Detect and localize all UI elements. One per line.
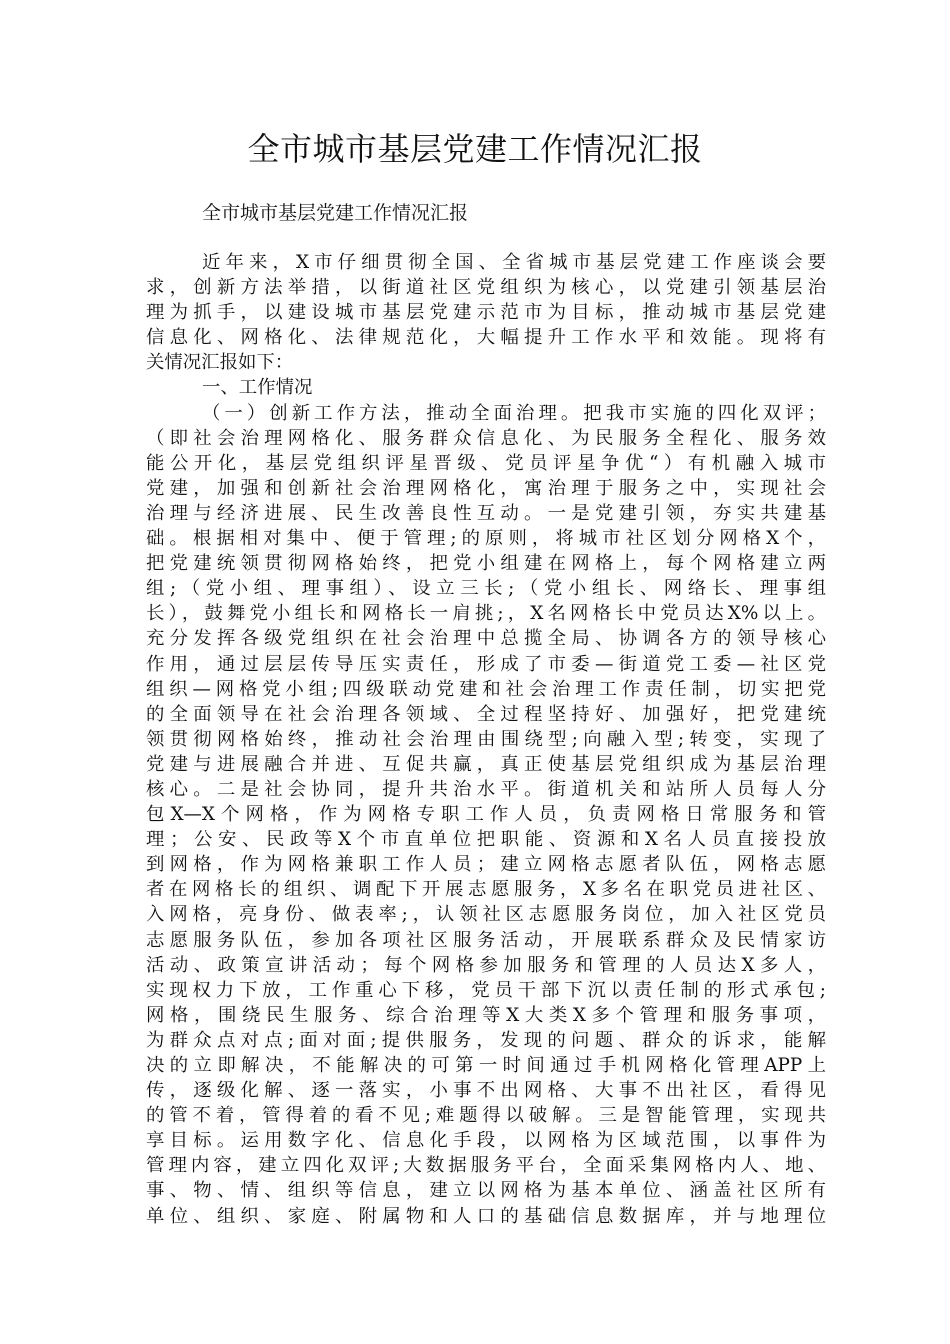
paragraph-line: 长），鼓舞党小组长和网格长一肩挑;，X名网格长中党员达X%以上。: [146, 603, 826, 625]
paragraph-line: 党建与进展融合并进、互促共赢，真正使基层党组织成为基层治理: [146, 753, 826, 775]
paragraph-line: 入网格，亮身份、做表率;，认领社区志愿服务岗位，加入社区党员: [146, 904, 826, 926]
paragraph-line: 决的立即解决，不能解决的可第一时间通过手机网格化管理APP上: [146, 1055, 826, 1076]
paragraph-line: 党建，加强和创新社会治理网格化，寓治理于服务之中，实现社会: [146, 477, 826, 499]
paragraph-line: 信息化、网格化、法律规范化，大幅提升工作水平和效能。现将有: [146, 327, 826, 349]
paragraph-line: 为群众点对点;面对面;提供服务，发现的问题、群众的诉求，能解: [146, 1029, 826, 1051]
paragraph-line: 者在网格长的组织、调配下开展志愿服务，X多名在职党员进社区、: [146, 879, 826, 901]
paragraph-line: 的全面领导在社会治理各领域、全过程坚持好、加强好，把党建统: [146, 703, 826, 725]
paragraph-line: 础。根据相对集中、便于管理;的原则，将城市社区划分网格X个，: [146, 528, 826, 550]
paragraph-line: 一、工作情况: [202, 377, 313, 399]
document-body: [146, 250, 826, 1229]
paragraph-line: 治理与经济进展、民生改善良性互动。一是党建引领，夯实共建基: [146, 502, 826, 524]
paragraph-line: 关情况汇报如下：: [146, 352, 294, 374]
paragraph-line: 的管不着，管得着的看不见;难题得以破解。三是智能管理，实现共: [146, 1105, 826, 1127]
paragraph-line: 单位、组织、家庭、附属物和人口的基础信息数据库，并与地理位: [146, 1205, 826, 1227]
paragraph-line: 管理内容，建立四化双评;大数据服务平台，全面采集网格内人、地、: [146, 1155, 826, 1177]
paragraph-line: 包X—X个网格，作为网格专职工作人员，负责网格日常服务和管: [146, 804, 826, 826]
paragraph-line: 活动、政策宣讲活动；每个网格参加服务和管理的人员达X多人，: [146, 954, 826, 976]
paragraph-line: 核心。二是社会协同，提升共治水平。街道机关和站所人员每人分: [146, 778, 826, 800]
paragraph-line: 事、物、情、组织等信息，建立以网格为基本单位、涵盖社区所有: [146, 1180, 826, 1202]
document-subtitle: 全市城市基层党建工作情况汇报: [202, 202, 469, 224]
paragraph-line: 求，创新方法举措，以街道社区党组织为核心，以党建引领基层治: [146, 277, 826, 299]
paragraph-line: 网格，围绕民生服务、综合治理等X大类X多个管理和服务事项，: [146, 1004, 826, 1026]
paragraph-line: （即社会治理网格化、服务群众信息化、为民服务全程化、服务效: [146, 427, 826, 449]
paragraph-line: 享目标。运用数字化、信息化手段，以网格为区域范围，以事件为: [146, 1130, 826, 1152]
paragraph-line: 到网格，作为网格兼职工作人员；建立网格志愿者队伍，网格志愿: [146, 854, 826, 876]
paragraph-line: 理；公安、民政等X个市直单位把职能、资源和X名人员直接投放: [146, 829, 826, 851]
paragraph-line: 近年来，X市仔细贯彻全国、全省城市基层党建工作座谈会要: [202, 252, 826, 273]
paragraph-line: 领贯彻网格始终，推动社会治理由围绕型;向融入型;转变，实现了: [146, 728, 826, 750]
document-title: 全市城市基层党建工作情况汇报: [247, 130, 703, 168]
paragraph-line: 组织—网格党小组;四级联动党建和社会治理工作责任制，切实把党: [146, 678, 826, 700]
paragraph-line: 把党建统领贯彻网格始终，把党小组建在网格上，每个网格建立两: [146, 553, 826, 575]
paragraph-line: 能公开化，基层党组织评星晋级、党员评星争优“）有机融入城市: [146, 452, 826, 474]
paragraph-line: 作用，通过层层传导压实责任，形成了市委—街道党工委—社区党: [146, 653, 826, 675]
paragraph-line: 传，逐级化解、逐一落实，小事不出网格、大事不出社区，看得见: [146, 1080, 826, 1102]
paragraph-line: 实现权力下放，工作重心下移，党员干部下沉以责任制的形式承包;: [146, 979, 826, 1001]
paragraph-line: 理为抓手，以建设城市基层党建示范市为目标，推动城市基层党建: [146, 302, 826, 324]
paragraph-line: 充分发挥各级党组织在社会治理中总揽全局、协调各方的领导核心: [146, 628, 826, 650]
paragraph-line: 组;（党小组、理事组）、设立三长;（党小组长、网络长、理事组: [146, 578, 826, 600]
paragraph-line: 志愿服务队伍，参加各项社区服务活动，开展联系群众及民情家访: [146, 929, 826, 951]
paragraph-line: （一）创新工作方法，推动全面治理。把我市实施的四化双评；: [202, 402, 826, 424]
